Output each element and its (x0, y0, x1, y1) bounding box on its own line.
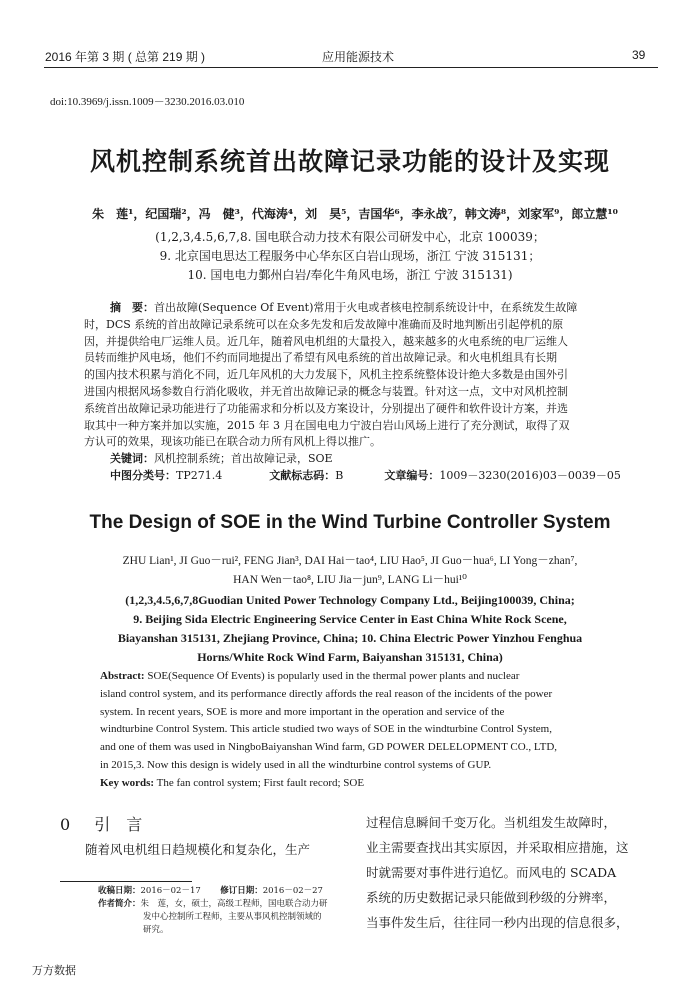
abstract-en-line: and one of them was used in NingboBaiyanshan Wind farm, GD POWER DELELOPMENT CO., LTD, (100, 741, 558, 754)
keywords-cn-label: 关键词： (110, 452, 154, 466)
watermark: 万方数据 (32, 965, 76, 977)
affiliation-cn-line: 9. 北京国电思达工程服务中心华东区白岩山现场，浙江 宁波 315131； (159, 249, 541, 263)
abstract-en-label: Abstract: (100, 670, 145, 682)
author-bio-line: 朱 莲，女，硕士，高级工程师，国电联合动力研 (140, 899, 328, 909)
affiliations-cn (60, 228, 640, 285)
abstract-en-line: system. In recent years, SOE is more and more important in the operation and service of the (100, 705, 505, 718)
journal-issue: 2016 年第 3 期 ( 总第 219 期 ) (45, 50, 206, 64)
abstract-cn-label: 摘 要： (110, 301, 154, 314)
revised-label: 修订日期： (220, 886, 263, 896)
received-date: 2016－02－17 (140, 886, 201, 896)
body-right-line: 系统的历史数据记录只能做到秒级的分辨率， (366, 890, 617, 905)
body-left-line: 随着风电机组日趋规模化和复杂化，生产 (85, 842, 311, 857)
clc-value: TP271.4 (176, 468, 223, 482)
body-right (366, 810, 656, 935)
abstract-en-line: in 2015,3. Now this design is widely used in all the windturbine control systems of GUP. (100, 758, 492, 771)
article-number-value: 1009－3230(2016)03－0039－05 (439, 468, 621, 482)
journal-name: 应用能源技术 (322, 50, 395, 64)
body-right-line: 当事件发生后，往往同一秒内出现的信息很多， (366, 915, 629, 930)
classification (84, 468, 626, 485)
abstract-cn-line: 进国内根据风场参数自行消化吸收，并无首出故障记录的概念与装置。针对这一点，文中对风机控制 (84, 384, 568, 398)
abstract-cn-line: 时，DCS 系统的首出故障记录系统可以在众多先发和后发故障中准确而及时地判断出引起停机的原 (84, 317, 564, 331)
doc-code-label: 文献标志码： (269, 468, 336, 482)
body-right-line: 业主需要查找出其实原因，并采取相应措施，这 (366, 840, 629, 855)
abstract-cn-line: 员转而维护风电场，他们不约而同地提出了希望有风电系统的首出故障记录。和火电机组具有长期 (84, 351, 557, 365)
affiliations-en (40, 591, 660, 667)
article-number-label: 文章编号： (384, 468, 440, 482)
affiliation-en-line: 9. Beijing Sida Electric Engineering Service Center in East China White Rock Scene, (133, 612, 567, 626)
author-bio-line: 发中心控制所工程师，主要从事风机控制领域的 (143, 912, 322, 922)
keywords-en-label: Key words: (100, 776, 155, 789)
received-label: 收稿日期： (98, 886, 141, 896)
abstract-cn-line: 系统首出故障记录功能进行了功能需求和分析以及方案设计，分别提出了硬件和软件设计方案，并选 (84, 401, 568, 415)
body-left (60, 837, 360, 862)
abstract-cn-line: 取其中一种方案并加以实施，2015 年 3 月在国电电力宁波白岩山风场上进行了充分测试，取得了双 (84, 418, 570, 432)
abstract-en-line: SOE(Sequence Of Events) is popularly used in the thermal power plants and nuclear (147, 670, 520, 682)
authors-en-line: HAN Wen－tao⁸, LIU Jia－jun⁹, LANG Li－hui¹⁰ (233, 574, 467, 586)
body-right-line: 时就需要对事件进行追忆。而风电的 SCADA (366, 865, 617, 880)
affiliation-cn-line: (1,2,3,4.5,6,7,8. 国电联合动力技术有限公司研发中心，北京 100039； (155, 230, 545, 244)
footnote-rule (60, 881, 192, 882)
clc-label: 中图分类号： (110, 468, 176, 482)
authors-en (50, 552, 650, 590)
affiliation-en-line: Biayanshan 315131, Zhejiang Province, China; 10. China Electric Power Yinzhou Fenghua (117, 631, 583, 645)
abstract-cn-line: 首出故障(Sequence Of Event)常用于火电或者核电控制系统设计中，在系统发生故障 (154, 301, 578, 314)
affiliation-en-line: Horns/White Rock Wind Farm, Baiyanshan 315131, China) (197, 650, 503, 664)
body-right-line: 过程信息瞬间千变万化。当机组发生故障时， (366, 815, 617, 830)
authors-cn: 朱 莲¹，纪国瑞²，冯 健³，代海涛⁴，刘 昊⁵，吉国华⁶，李永战⁷，韩文涛⁸，刘家军⁹，郎立慧¹⁰ (92, 207, 618, 221)
paper-title-cn: 风机控制系统首出故障记录功能的设计及实现 (89, 147, 610, 176)
keywords-en (100, 775, 612, 793)
footnote (98, 885, 353, 937)
keywords-cn-text: 风机控制系统；首出故障记录，SOE (154, 452, 333, 466)
abstract-en (100, 668, 612, 793)
abstract-en-line: island control system, and its performance directly affords the real reason of the incidents of the power (100, 687, 553, 700)
keywords-cn (84, 451, 626, 468)
abstract-cn-line: 的国内技术积累与消化不同，近几年风机的大力发展下，风机主控系统整体设计绝大多数是由国外引 (84, 368, 568, 382)
affiliation-cn-line: 10. 国电电力鄞州白岩/奉化牛角风电场，浙江 宁波 315131) (187, 268, 513, 282)
abstract-cn (84, 300, 626, 485)
keywords-en-text: The fan control system; First fault record; SOE (156, 776, 365, 789)
affiliation-en-line: (1,2,3,4.5,6,7,8Guodian United Power Technology Company Ltd., Beijing100039, China; (125, 593, 575, 607)
page-number: 39 (632, 48, 646, 62)
doc-code-value: B (335, 468, 344, 482)
header-rule (44, 67, 658, 68)
revised-date: 2016－02－27 (262, 886, 323, 896)
section-number: 0 (60, 815, 71, 834)
section-heading (60, 812, 142, 835)
author-bio-label: 作者简介： (98, 899, 141, 909)
authors-en-line: ZHU Lian¹, JI Guo－rui², FENG Jian³, DAI Hai－tao⁴, LIU Hao⁵, JI Guo－hua⁶, LI Yong－zhan⁷, (122, 555, 578, 567)
abstract-cn-line: 因，并提供给电厂运维人员。近几年，随着风电机组的大量投入，越来越多的火电系统的电厂运维人 (84, 334, 568, 348)
doi: doi:10.3969/j.issn.1009－3230.2016.03.010 (50, 96, 245, 108)
author-bio-line: 研究。 (143, 925, 169, 935)
paper-title-en: The Design of SOE in the Wind Turbine Controller System (89, 512, 611, 533)
abstract-cn-line: 方认可的效果，现该功能已在联合动力所有风机上得以推广。 (84, 435, 381, 449)
section-title: 引 言 (94, 815, 143, 834)
abstract-en-line: windturbine Control System. This article studied two ways of SOE in the windturbine Control System, (100, 723, 552, 736)
